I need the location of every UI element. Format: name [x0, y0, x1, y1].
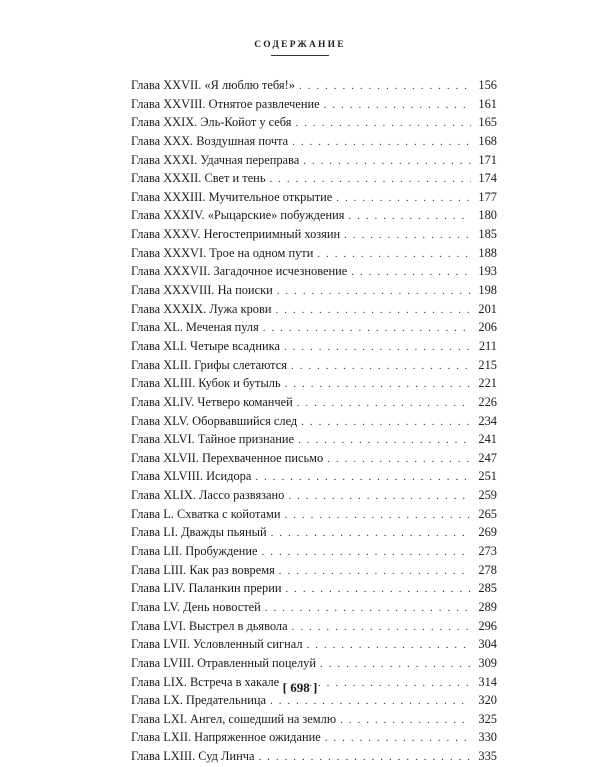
toc-entry-page: 188 — [478, 245, 497, 260]
dot-leader — [265, 599, 471, 618]
toc-entry-title: Глава XXXIX. Лужа крови — [131, 301, 272, 316]
toc-entry-title: Глава L. Схватка с койотами — [131, 506, 281, 521]
toc-entry[interactable] — [131, 151, 497, 170]
toc-entry-page: 177 — [478, 189, 497, 204]
toc-entry-page: 168 — [478, 133, 497, 148]
toc-entry-page: 206 — [478, 320, 497, 335]
toc-entry[interactable] — [131, 449, 497, 468]
toc-entry-title: Глава XXVIII. Отнятое развлечение — [131, 96, 320, 111]
toc-entry-page: 309 — [478, 655, 497, 670]
toc-entry-title: Глава XLVII. Перехваченное письмо — [131, 450, 324, 465]
dot-leader — [336, 189, 471, 208]
toc-entry-page: 180 — [478, 208, 497, 223]
toc-entry-title: Глава XXXIII. Мучительное открытие — [131, 189, 333, 204]
page-number: [ 698 ] — [282, 680, 318, 695]
toc-entry-page: 221 — [478, 376, 497, 391]
toc-entry-title: Глава LVII. Условленный сигнал — [131, 637, 303, 652]
toc-entry-title: Глава LVI. Выстрел в дьявола — [131, 618, 288, 633]
dot-leader — [271, 524, 471, 543]
toc-entry[interactable] — [131, 188, 497, 207]
toc-entry-title: Глава XLIX. Лассо развязано — [131, 488, 285, 503]
toc-entry-page: 251 — [478, 469, 497, 484]
toc-entry-title: Глава LV. День новостей — [131, 599, 261, 614]
dot-leader — [340, 711, 471, 730]
toc-entry-title: Глава XXXVI. Трое на одном пути — [131, 245, 314, 260]
toc-entry-title: Глава XXXI. Удачная переправа — [131, 152, 300, 167]
dot-leader — [301, 413, 471, 432]
toc-entry-title: Глава XLII. Грифы слетаются — [131, 357, 287, 372]
dot-leader — [297, 394, 471, 413]
toc-entry[interactable] — [131, 635, 497, 654]
toc-entry-page: 265 — [478, 506, 497, 521]
table-of-contents — [131, 76, 497, 766]
toc-entry-page: 320 — [478, 693, 497, 708]
dot-leader — [258, 748, 471, 767]
toc-entry[interactable] — [131, 132, 497, 151]
toc-entry[interactable] — [131, 76, 497, 95]
dot-leader — [296, 114, 472, 133]
toc-entry-page: 198 — [478, 283, 497, 298]
toc-entry[interactable] — [131, 225, 497, 244]
toc-entry[interactable] — [131, 617, 497, 636]
toc-entry-title: Глава LXIII. Суд Линча — [131, 749, 255, 764]
toc-entry-page: 211 — [478, 338, 497, 353]
toc-entry-title: Глава XXIX. Эль-Койот у себя — [131, 115, 292, 130]
toc-entry-title: Глава XLIII. Кубок и бутыль — [131, 376, 281, 391]
toc-entry-page: 259 — [478, 488, 497, 503]
dot-leader — [298, 431, 471, 450]
toc-entry-title: Глава LX. Предательница — [131, 693, 267, 708]
toc-entry-title: Глава XXXVII. Загадочное исчезновение — [131, 264, 348, 279]
toc-entry-title: Глава LXI. Ангел, сошедший на землю — [131, 711, 337, 726]
toc-entry-title: Глава LIV. Паланкин прерии — [131, 581, 282, 596]
dot-leader — [255, 468, 471, 487]
toc-entry[interactable] — [131, 598, 497, 617]
toc-entry-title: Глава XLVI. Тайное признание — [131, 432, 295, 447]
toc-entry-page: 171 — [478, 152, 497, 167]
toc-entry-title: Глава LIII. Как раз вовремя — [131, 562, 275, 577]
page-title: СОДЕРЖАНИЕ — [254, 40, 346, 50]
toc-entry-title: Глава XLIV. Четверо команчей — [131, 394, 293, 409]
toc-entry-page: 278 — [478, 562, 497, 577]
toc-entry[interactable] — [131, 374, 497, 393]
dot-leader — [288, 487, 471, 506]
toc-entry[interactable] — [131, 244, 497, 263]
dot-leader — [263, 319, 471, 338]
dot-leader — [285, 580, 471, 599]
toc-entry[interactable] — [131, 654, 497, 673]
toc-entry-title: Глава XXXV. Негостеприимный хозяин — [131, 227, 341, 242]
dot-leader — [284, 338, 471, 357]
dot-leader — [276, 301, 472, 320]
dot-leader — [269, 170, 471, 189]
toc-entry-page: 174 — [478, 171, 497, 186]
page-header — [0, 40, 600, 56]
toc-entry-page: 234 — [478, 413, 497, 428]
toc-entry[interactable] — [131, 430, 497, 449]
header-divider — [271, 55, 329, 56]
dot-leader — [307, 636, 471, 655]
dot-leader — [292, 133, 471, 152]
dot-leader — [325, 729, 471, 748]
toc-entry-page: 314 — [478, 674, 497, 689]
toc-entry[interactable] — [131, 356, 497, 375]
toc-entry[interactable] — [131, 505, 497, 524]
toc-entry-page: 330 — [478, 730, 497, 745]
toc-entry[interactable] — [131, 561, 497, 580]
toc-entry-title: Глава XXXIV. «Рыцарские» побуждения — [131, 208, 345, 223]
dot-leader — [324, 96, 471, 115]
dot-leader — [292, 618, 471, 637]
toc-entry-title: Глава XL. Меченая пуля — [131, 320, 259, 335]
dot-leader — [351, 263, 471, 282]
dot-leader — [285, 506, 471, 525]
toc-entry[interactable] — [131, 486, 497, 505]
toc-entry-title: Глава XLV. Оборвавшийся след — [131, 413, 298, 428]
toc-entry-page: 335 — [478, 749, 497, 764]
toc-entry-page: 285 — [478, 581, 497, 596]
toc-entry-title: Глава LII. Пробуждение — [131, 544, 258, 559]
toc-entry-page: 185 — [478, 227, 497, 242]
toc-entry-page: 215 — [478, 357, 497, 372]
toc-entry-page: 296 — [478, 618, 497, 633]
dot-leader — [320, 655, 471, 674]
toc-entry[interactable] — [131, 579, 497, 598]
toc-entry[interactable] — [131, 318, 497, 337]
dot-leader — [291, 357, 471, 376]
toc-entry-page: 156 — [478, 78, 497, 92]
toc-entry-title: Глава XLVIII. Исидора — [131, 469, 252, 484]
toc-entry-title: Глава XXVII. «Я люблю тебя!» — [131, 78, 295, 92]
toc-entry-page: 165 — [478, 115, 497, 130]
toc-entry[interactable] — [131, 542, 497, 561]
toc-entry[interactable] — [131, 467, 497, 486]
toc-entry-page: 289 — [478, 599, 497, 614]
toc-entry-title: Глава XXXVIII. На поиски — [131, 283, 273, 298]
toc-entry[interactable] — [131, 523, 497, 542]
toc-entry[interactable] — [131, 710, 497, 729]
toc-entry-title: Глава LXII. Напряженное ожидание — [131, 730, 321, 745]
toc-entry[interactable] — [131, 412, 497, 431]
toc-entry[interactable] — [131, 728, 497, 747]
dot-leader — [344, 226, 471, 245]
toc-entry-page: 273 — [478, 544, 497, 559]
dot-leader — [279, 562, 471, 581]
toc-entry[interactable] — [131, 169, 497, 188]
dot-leader — [327, 450, 471, 469]
toc-entry-title: Глава LVIII. Отравленный поцелуй — [131, 655, 317, 670]
toc-entry[interactable] — [131, 206, 497, 225]
toc-entry-page: 226 — [478, 394, 497, 409]
dot-leader — [299, 77, 471, 96]
toc-entry[interactable] — [131, 337, 497, 356]
toc-entry[interactable] — [131, 262, 497, 281]
toc-entry-page: 241 — [478, 432, 497, 447]
toc-entry-title: Глава XLI. Четыре всадника — [131, 338, 280, 353]
toc-entry-page: 201 — [478, 301, 497, 316]
dot-leader — [262, 543, 471, 562]
toc-entry[interactable] — [131, 113, 497, 132]
toc-entry[interactable] — [131, 281, 497, 300]
dot-leader — [277, 282, 471, 301]
toc-entry-page: 247 — [478, 450, 497, 465]
dot-leader — [348, 207, 471, 226]
toc-entry-title: Глава XXX. Воздушная почта — [131, 133, 289, 148]
toc-entry-page: 193 — [478, 264, 497, 279]
toc-entry[interactable] — [131, 300, 497, 319]
dot-leader — [317, 245, 471, 264]
toc-entry-page: 304 — [478, 637, 497, 652]
toc-entry[interactable] — [131, 393, 497, 412]
toc-entry-title: Глава XXXII. Свет и тень — [131, 171, 266, 186]
toc-entry[interactable] — [131, 95, 497, 114]
toc-entry-title: Глава LIX. Встреча в хакале — [131, 674, 280, 689]
toc-entry-title: Глава LI. Дважды пьяный — [131, 525, 267, 540]
dot-leader — [285, 375, 471, 394]
toc-entry-page: 161 — [478, 96, 497, 111]
dot-leader — [303, 152, 471, 171]
toc-entry-page: 325 — [478, 711, 497, 726]
toc-entry-page: 269 — [478, 525, 497, 540]
